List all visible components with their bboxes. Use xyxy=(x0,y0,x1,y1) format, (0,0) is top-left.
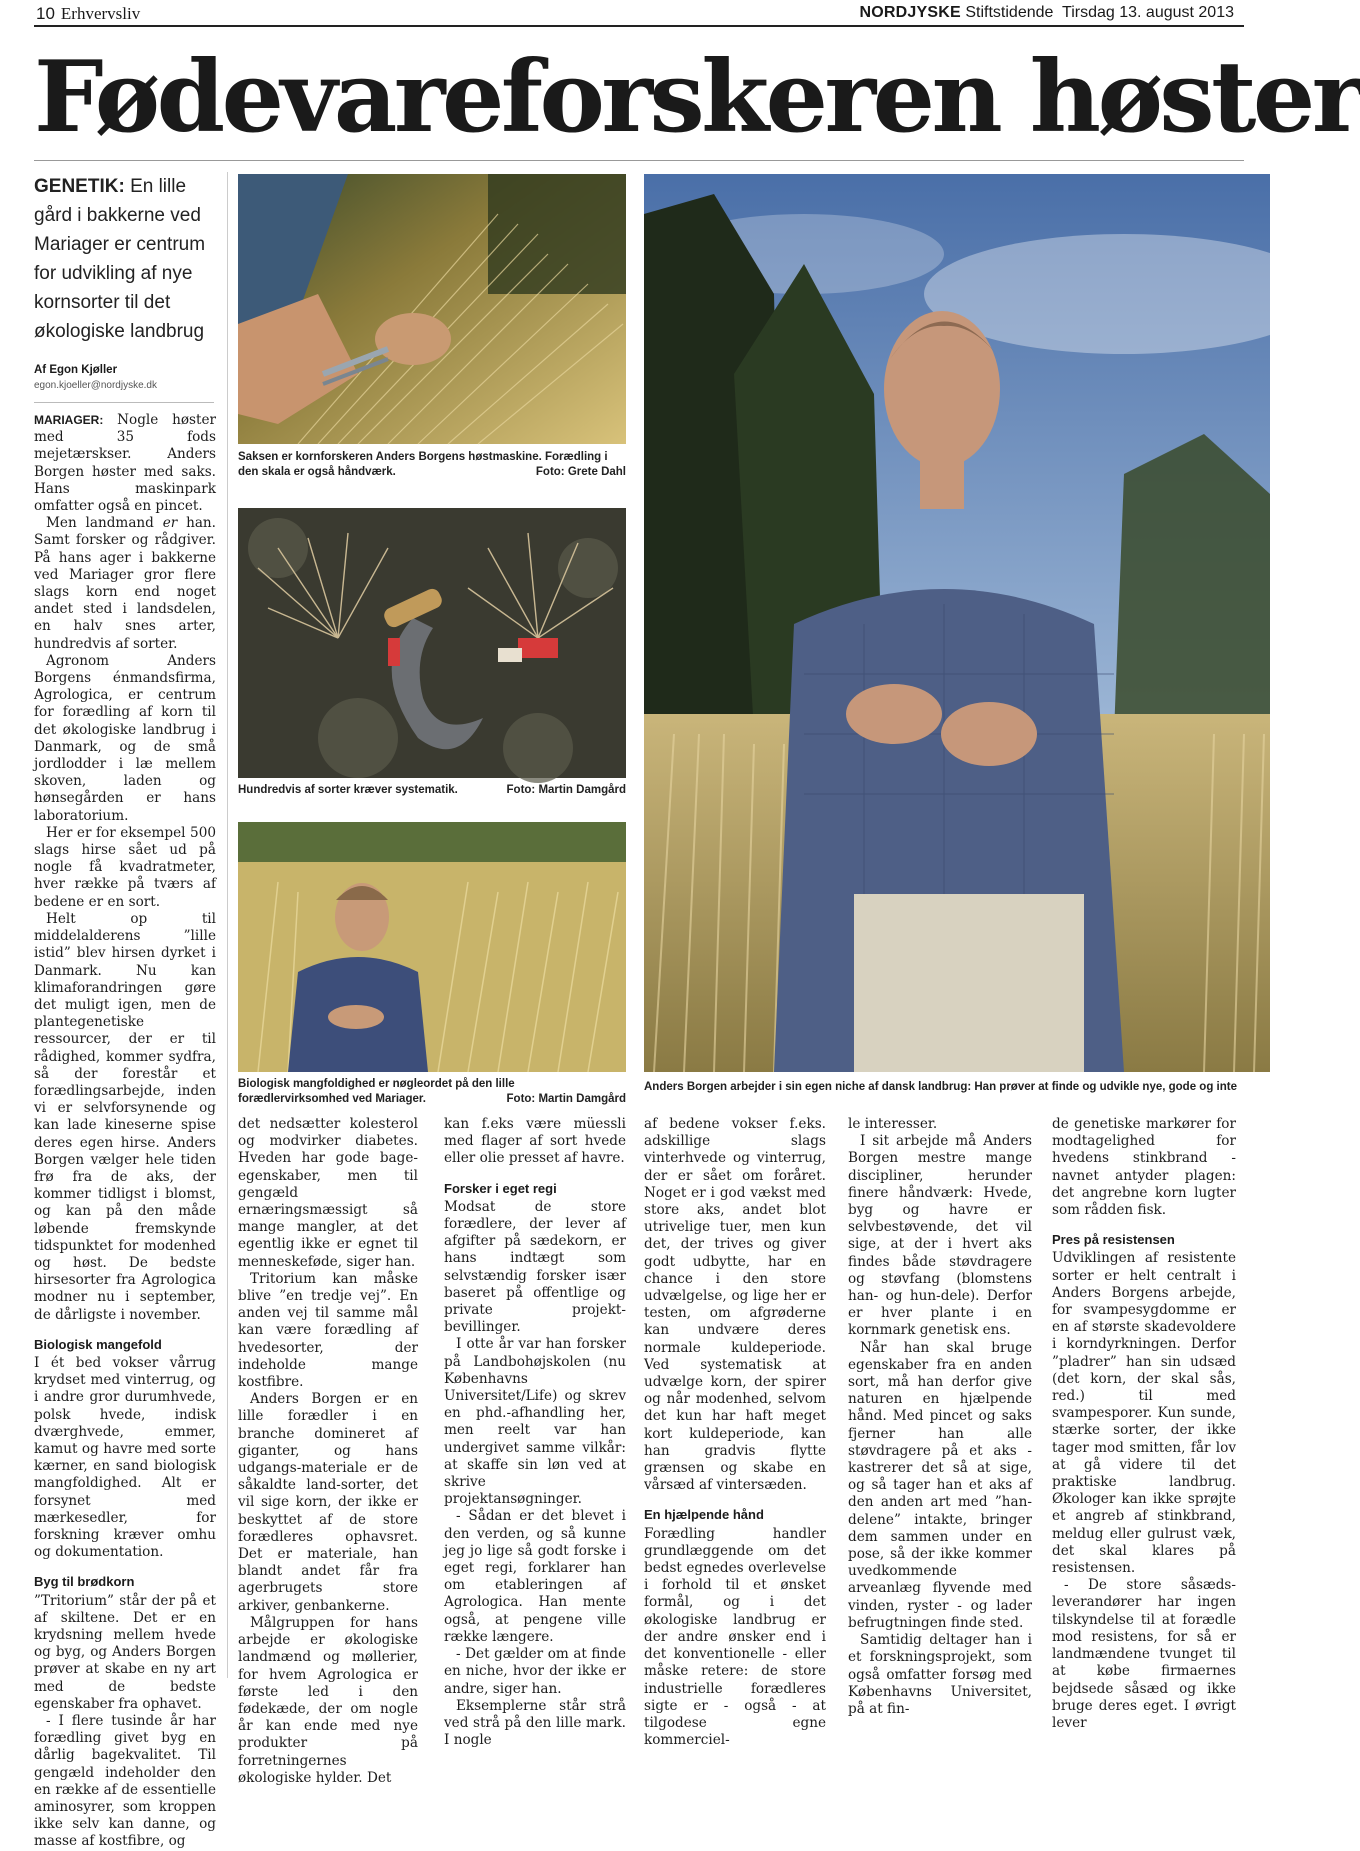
subheading: En hjælpende hånd xyxy=(644,1507,764,1523)
paragraph: Udviklingen af resistente sorter er helt centralt i Anders Borgens arbejde, for svampesygdomme er en af største skadevoldere i korndyrkningen. Derfor ”pladrer” han sin udsæd (det korn, der skal sås, red.) til med svampesporer. Kun sunde, stærke sorter, der ikke tager mod smitten, får lov at gå videre til det praktiske landbrug. Økologer kan ikke sprøjte et angreb af stinkbrand, meldug eller gulrust væk, det skal klares på resistensen. xyxy=(1052,1250,1236,1577)
photo-credit: Foto: Martin Damgård xyxy=(506,784,626,796)
paragraph: - I flere tusinde år har forædling givet byg en dårlig bagekvalitet. Til gengæld indeholder den en række af de essentielle aminosyrer, som kroppen ikke selv kan danne, og masse af kostfibre, og xyxy=(34,1713,216,1850)
byline-author: Af Egon Kjøller xyxy=(34,364,118,376)
article-column-2 xyxy=(238,1116,418,1786)
photo-sickle-bundles xyxy=(238,508,626,778)
paragraph: af bedene vokser f.eks. adskillige slags vinterhvede og vinterrug, der er sået om foråret. Noget er i god vækst med store aks, andet blot utrivelige tuer, men kun det, der trives og giver godt udbytte, har en chance i den store udvælgelse, og lige her er testen, om afgrøderne kan undvære deres normale kuldeperiode. Ved systematisk at udvælge korn, der spirer og når modenhed, selvom det kun har haft meget kort kuldeperiode, kan han gradvis flytte grænsen og skabe en vårsæd af vintersæden. xyxy=(644,1116,826,1494)
paragraph: - De store såsæds-leverandører har ingen tilskyndelse til at forædle mod resistens, for så er landmændene tvunget til at købe firmaernes bejdsede såsæd og ikke bruge deres eget. I øvrigt lever xyxy=(1052,1577,1236,1731)
paragraph: Tritorium kan måske blive ”en tredje vej”. En anden vej til samme mål kan være forædling af hvedesorter, der indeholde mange kostfibre. xyxy=(238,1270,418,1391)
article-column-5 xyxy=(848,1116,1032,1717)
caption-photo3 xyxy=(238,1077,626,1107)
caption-text: Anders Borgen arbejder i sin egen niche af dansk landbrug: Han prøver at finde og udvikle nye, gode og inte xyxy=(644,1081,1237,1093)
paragraph: Helt op til middelalderens ”lille istid” blev hirsen dyrket i Danmark. Nu kan klimaforandringen gøre det muligt igen, men de plantegenetiske ressourcer, der er til rådighed, kommer sydfra, så der forestår et forædlingsarbejde, inden vi er selvforsynende og kan lade kineserne spise deres egen hirse. Anders Borgen vælger hele tiden frø fra de aks, der kommer tidligst i blomst, og kan på den måde løbende fremskynde tidspunktet for modenhed og høst. De bedste hirsesorter fra Agrologica modner nu i september, de dårligste i november. xyxy=(34,910,216,1323)
paragraph-text: Men landmand xyxy=(46,515,154,532)
paragraph: Eksemplerne står strå ved strå på den lille mark. I nogle xyxy=(444,1697,626,1749)
photo-man-in-field xyxy=(238,822,626,1072)
article-column-3 xyxy=(444,1116,626,1749)
section-name: Erhvervsliv xyxy=(60,4,141,23)
emphasis: er xyxy=(162,515,178,532)
column-rule xyxy=(227,172,228,1678)
top-rule xyxy=(34,25,1244,27)
paragraph: Modsat de store forædlere, der lever af afgifter på sædekorn, er hans indtægt som selvstændig forsker især baseret på offentlige og private projekt-bevillinger. xyxy=(444,1198,626,1336)
issue-date: Tirsdag 13. august 2013 xyxy=(1062,4,1234,21)
page-folio xyxy=(36,4,140,24)
paragraph: I sit arbejde må Anders Borgen mestre mange discipliner, herunder finere håndværk: Hvede, byg og havre er selvbestøvende, det vil sige, at der i hvert aks findes både støvdragere og støvfang (blomstens han- og hun-dele). Derfor er hver plante i en kornmark genetisk ens. xyxy=(848,1133,1032,1339)
masthead xyxy=(860,4,1234,22)
paper-sub: Stiftstidende xyxy=(965,4,1054,21)
caption-text: Hundredvis af sorter kræver systematik. xyxy=(238,784,458,796)
paragraph: I ét bed vokser vårrug krydset med vinterrug, og i andre gror durumhvede, polsk hvede, indisk dværghvede, emmer, kamut og havre med sorte kærner, en sand biologisk mangfoldighed. Alt er forsynet med mærkesedler, for forskning kræver omhu og dokumentation. xyxy=(34,1354,216,1561)
paragraph: - Det gælder om at finde en niche, hvor der ikke er andre, siger han. xyxy=(444,1646,626,1697)
paragraph-text: han. Samt forsker og rådgiver. På hans ager i bakkerne ved Mariager gror flere slags korn end noget andet sted i landsdelen, en halv snes arter, hundredvis af sorter. xyxy=(34,515,216,652)
paragraph: Anders Borgen er en lille forædler i en branche domineret af giganter, og hans udgangs-materiale er de såkaldte land-sorter, det vil sige korn, der ikke er beskyttet af de store forædleres ophavsret. Det er materiale, han blandt andet får fra agerbrugets store arkiver, genbankerne. xyxy=(238,1391,418,1614)
paper-name: NORDJYSKE xyxy=(859,4,961,21)
subheading: Biologisk mangefold xyxy=(34,1336,162,1352)
article-column-4 xyxy=(644,1116,826,1749)
paragraph: kan f.eks være müessli med flager af sort hvede eller olie presset af havre. xyxy=(444,1116,626,1167)
caption-photo1 xyxy=(238,450,626,480)
paragraph: le interesser. xyxy=(848,1116,938,1132)
intro-kicker: GENETIK: xyxy=(34,176,125,197)
paragraph xyxy=(34,515,216,653)
headline: Fødevareforskeren høster xyxy=(34,40,1360,155)
byline xyxy=(34,362,214,394)
paragraph: Her er for eksempel 500 slags hirse sået ud på nogle få kvadratmeter, hver række på tværs af bedene er en sort. xyxy=(34,824,216,910)
photo-anders-borgen xyxy=(644,174,1270,1072)
photo-credit: Foto: Grete Dahl xyxy=(535,466,626,478)
paragraph: I otte år var han forsker på Landbohøjskolen (nu Københavns Universitet/Life) og skrev en phd.-afhandling her, men reelt var han undergivet samme vilkår: at skaffe sin løn ved at skrive projektansøgninger. xyxy=(444,1336,626,1508)
paragraph: Samtidig deltager han i et forskningsprojekt, som også omfatter forsøg med Københavns Universitet, på at fin- xyxy=(848,1632,1032,1717)
page-number: 10 xyxy=(36,4,55,23)
paragraph xyxy=(34,412,216,515)
dateline: MARIAGER: xyxy=(34,413,104,427)
intro-text: En lille gård i bakkerne ved Mariager er centrum for udvikling af nye kornsorter til det økologiske landbrug xyxy=(34,176,206,342)
paragraph: Agronom Anders Borgens énmandsfirma, Agrologica, er centrum for forædling af korn til det økologiske landbrug i Danmark, og de små jordlodder i læ mellem skoven, laden og hønsegården er hans laboratorium. xyxy=(34,652,216,824)
subheading: Forsker i eget regi xyxy=(444,1180,557,1196)
headline-rule xyxy=(34,160,1244,161)
paragraph: Når han skal bruge egenskaber fra en anden sort, må han derfor give naturen en hjælpende hånd. Med pincet og saks fjerner han alle støvdragere på et aks - kastrerer det så at sige, og så tager han et aks af den anden art med ”han-delene” intakte, bringer dem sammen under en pose, så der ikke kommer uvedkommende arveanlæg flyvende med vinden, ryster - og lader befrugtningen finde sted. xyxy=(848,1339,1032,1631)
byline-email[interactable]: egon.kjoeller@nordjyske.dk xyxy=(34,380,157,391)
caption-main-photo xyxy=(644,1080,1270,1095)
paragraph-text: Nogle høster med 35 fods mejetærskser. Anders Borgen høster med saks. Hans maskinpark omfatter også en pincet. xyxy=(34,412,217,515)
caption-text: Biologisk mangfoldighed er nøgleordet på den lille forædlervirksomhed ved Mariager. xyxy=(238,1078,515,1105)
caption-text: Saksen er kornforskeren Anders Borgens høstmaskine. Forædling i den skala er også håndværk. xyxy=(238,451,608,478)
paragraph: ”Tritorium” står der på et af skiltene. Det er en krydsning mellem hvede og byg, og Anders Borgen prøver at skabe en ny art med de bedste egenskaber fra ophavet. xyxy=(34,1592,216,1712)
photo-scissors-harvest xyxy=(238,174,626,444)
paragraph: de genetiske markører for modtagelighed for hvedens stinkbrand - navnet antyder plagen: det angrebne korn lugter som rådden fisk. xyxy=(1052,1116,1236,1219)
caption-photo2 xyxy=(238,783,626,798)
subheading: Byg til brødkorn xyxy=(34,1574,135,1590)
article-column-6 xyxy=(1052,1116,1236,1731)
paragraph: det nedsætter kolesterol og modvirker diabetes. Hveden har gode bage-egenskaber, men til gengæld ernæringsmæssigt så mange mangler, at det egentlig ikke er egnet til menneskeføde, siger han. xyxy=(238,1116,418,1270)
photo-credit: Foto: Martin Damgård xyxy=(506,1093,626,1105)
paragraph: Forædling handler grundlæggende om det bedst egnedes overlevelse i forhold til et ønsket formål, og i det økologiske landbrug er der andre ønsker end i det konventionelle - eller måske retere: de store industrielle forædleres sigte er - også - at tilgodese egne kommerciel- xyxy=(644,1525,826,1749)
subheading: Pres på resistensen xyxy=(1052,1232,1175,1248)
article-column-1 xyxy=(34,412,217,1850)
byline-rule xyxy=(34,402,214,403)
intro xyxy=(34,172,214,346)
paragraph: Målgruppen for hans arbejde er økologiske landmænd og møllerier, for hvem Agrologica er første led i den fødekæde, der om nogle år kan ende med nye produkter på forretningernes økologiske hylder. Det xyxy=(238,1614,418,1786)
paragraph: - Sådan er det blevet i den verden, og så kunne jeg jo lige så godt forske i eget regi, forklarer han om etableringen af Agrologica. Han mente også, at pengene ville række længere. xyxy=(444,1508,626,1645)
